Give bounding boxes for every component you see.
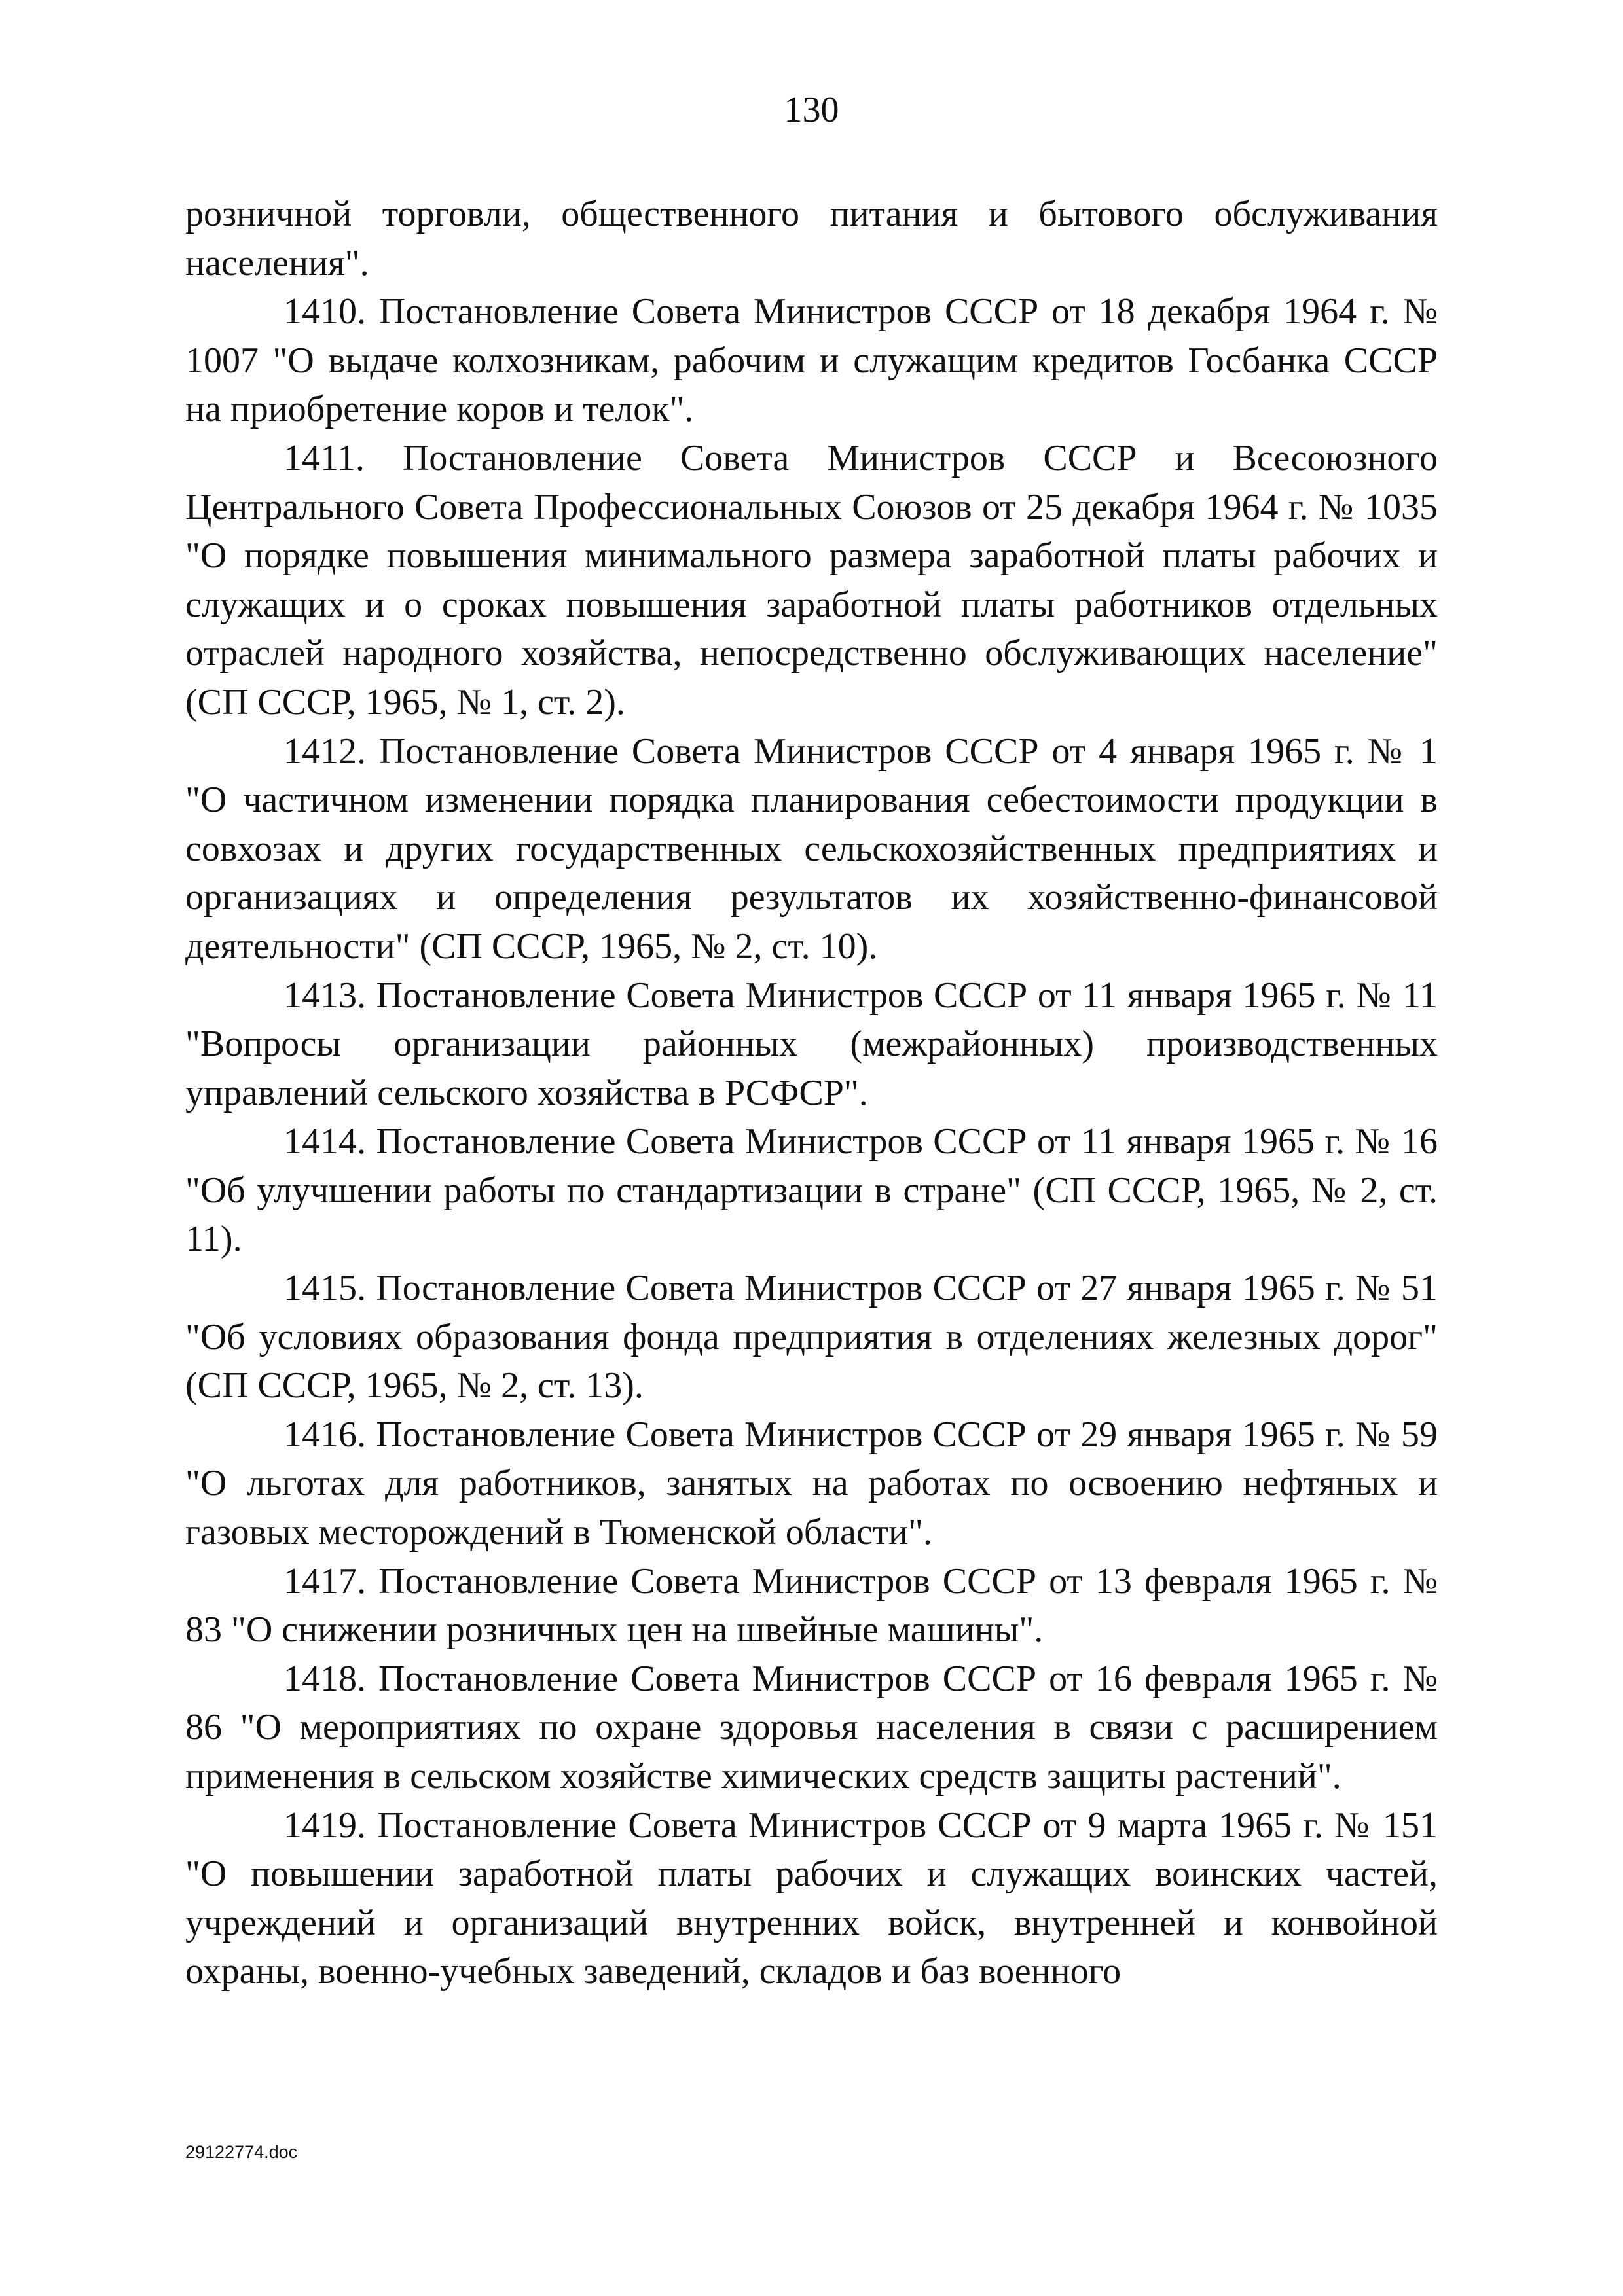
entry-1411: 1411. Постановление Совета Министров СССР и Всесоюзного Центрального Совета Профессиональных Союзов от 25 декабря 1964 г. № 1035 "О порядке повышения минимального размера заработной платы рабочих и служащих и о сроках повышения заработной платы работников отдельных отраслей народного хозяйства, непосредственно обслуживающих население" (СП СССР, 1965, № 1, ст. 2). xyxy=(185,437,1438,723)
page-number: 130 xyxy=(784,90,839,130)
entry-1414: 1414. Постановление Совета Министров СССР от 11 января 1965 г. № 16 "Об улучшении работы по стандартизации в стране" (СП СССР, 1965, № 2, ст. 11). xyxy=(185,1121,1438,1260)
entry-1412: 1412. Постановление Совета Министров СССР от 4 января 1965 г. № 1 "О частичном изменении порядка планирования себестоимости продукции в совхозах и других государственных сельскохозяйственных предприятиях и организациях и определения результатов их хозяйственно-финансовой деятельности" (СП СССР, 1965, № 2, ст. 10). xyxy=(185,730,1438,967)
entry-1418: 1418. Постановление Совета Министров СССР от 16 февраля 1965 г. № 86 "О мероприятиях по охране здоровья населения в связи с расширением применения в сельском хозяйстве химических средств защиты растений". xyxy=(185,1658,1438,1797)
document-body xyxy=(185,190,1438,1996)
entry-1410: 1410. Постановление Совета Министров СССР от 18 декабря 1964 г. № 1007 "О выдаче колхозникам, рабочим и служащим кредитов Госбанка СССР на приобретение коров и телок". xyxy=(185,291,1438,430)
entry-1413: 1413. Постановление Совета Министров СССР от 11 января 1965 г. № 11 "Вопросы организации районных (межрайонных) производственных управлений сельского хозяйства в РСФСР". xyxy=(185,975,1438,1113)
entry-1416: 1416. Постановление Совета Министров СССР от 29 января 1965 г. № 59 "О льготах для работников, занятых на работах по освоению нефтяных и газовых месторождений в Тюменской области". xyxy=(185,1414,1438,1553)
footer-filename: 29122774.doc xyxy=(185,2142,298,2162)
continuation-paragraph: розничной торговли, общественного питания и бытового обслуживания населения". xyxy=(185,194,1438,283)
entry-1417: 1417. Постановление Совета Министров СССР от 13 февраля 1965 г. № 83 "О снижении розничных цен на швейные машины". xyxy=(185,1560,1438,1651)
entry-1415: 1415. Постановление Совета Министров СССР от 27 января 1965 г. № 51 "Об условиях образования фонда предприятия в отделениях железных дорог" (СП СССР, 1965, № 2, ст. 13). xyxy=(185,1268,1438,1407)
entry-1419: 1419. Постановление Совета Министров СССР от 9 марта 1965 г. № 151 "О повышении заработной платы рабочих и служащих воинских частей, учреждений и организаций внутренних войск, внутренней и конвойной охраны, военно-учебных заведений, складов и баз военного xyxy=(185,1804,1438,1992)
